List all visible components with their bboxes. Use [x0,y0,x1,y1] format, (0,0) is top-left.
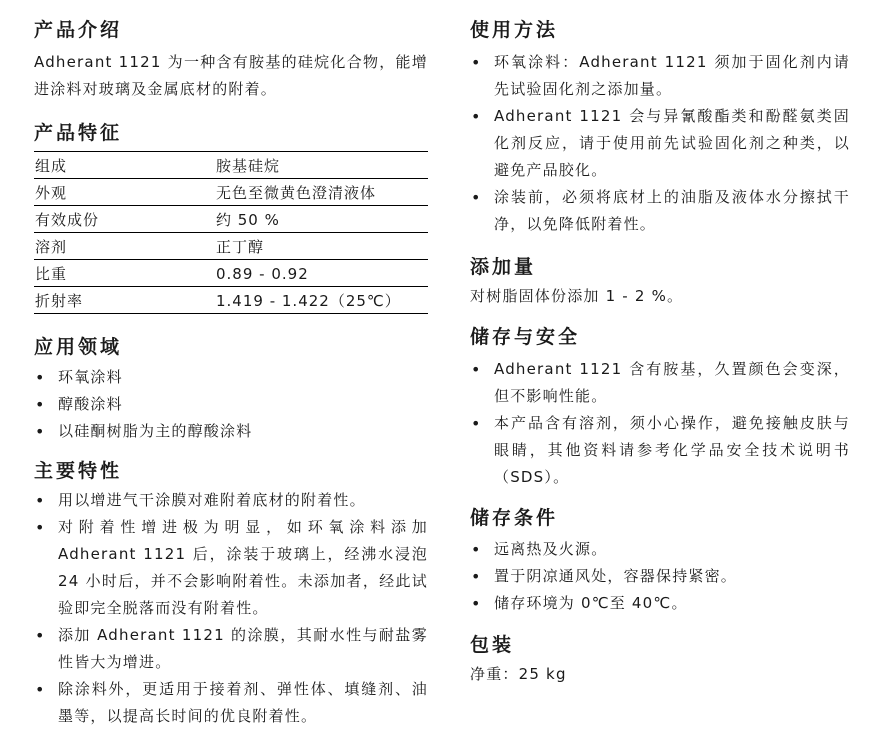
prop-value: 0.89 - 0.92 [215,260,428,287]
prop-key: 组成 [34,152,215,179]
table-row [34,233,428,260]
list-item: • 环氧涂料：Adherant 1121 须加于固化剂内请先试验固化剂之添加量。 [470,49,850,103]
safety-list [470,356,850,491]
prop-value: 正丁醇 [215,233,428,260]
table-row [34,287,428,314]
features-list [34,487,428,730]
table-row [34,152,428,179]
left-column [34,0,428,730]
applications-list [34,364,428,445]
table-row [34,206,428,233]
intro-text: Adherant 1121 为一种含有胺基的硅烷化合物，能增进涂料对玻璃及金属底材的附着。 [34,53,428,98]
usage-heading: 使用方法 [470,19,559,41]
prop-key: 外观 [34,179,215,206]
list-item: • 环氧涂料 [34,364,428,391]
list-item: • Adherant 1121 含有胺基，久置颜色会变深，但不影响性能。 [470,356,850,410]
safety-heading: 储存与安全 [470,326,581,348]
right-column [470,0,850,688]
applications-heading: 应用领域 [34,336,123,358]
usage-list [470,49,850,238]
prop-value: 约 50 % [215,206,428,233]
packaging-text: 净重：25 kg [470,665,567,683]
list-item: • 除涂料外，更适用于接着剂、弹性体、填缝剂、油墨等，以提高长时间的优良附着性。 [34,676,428,730]
table-row [34,260,428,287]
list-item: • 置于阴凉通风处，容器保持紧密。 [470,563,850,590]
properties-table [34,151,428,314]
prop-key: 溶剂 [34,233,215,260]
list-item: • 以硅酮树脂为主的醇酸涂料 [34,418,428,445]
dosage-heading: 添加量 [470,256,537,278]
prop-value: 无色至微黄色澄清液体 [215,179,428,206]
list-item: • Adherant 1121 会与异氰酸酯类和酚醛氨类固化剂反应，请于使用前先试验固化剂之种类，以避免产品胶化。 [470,103,850,184]
prop-key: 有效成份 [34,206,215,233]
list-item: • 涂装前，必须将底材上的油脂及液体水分擦拭干净，以免降低附着性。 [470,184,850,238]
list-item: • 添加 Adherant 1121 的涂膜，其耐水性与耐盐雾性皆大为增进。 [34,622,428,676]
storage-heading: 储存条件 [470,507,559,529]
prop-key: 折射率 [34,287,215,314]
list-item: • 远离热及火源。 [470,536,850,563]
intro-heading: 产品介绍 [34,19,123,41]
prop-value: 1.419 - 1.422（25℃） [215,287,428,314]
props-heading: 产品特征 [34,122,123,144]
dosage-text: 对树脂固体份添加 1 - 2 %。 [470,287,684,305]
list-item: • 用以增进气干涂膜对难附着底材的附着性。 [34,487,428,514]
list-item: • 醇酸涂料 [34,391,428,418]
list-item: • 对附着性增进极为明显，如环氧涂料添加 Adherant 1121 后，涂装于玻璃上，经沸水浸泡 24 小时后，并不会影响附着性。未添加者，经此试验即完全脱落而没有附着性。 [34,514,428,622]
features-heading: 主要特性 [34,460,123,482]
prop-value: 胺基硅烷 [215,152,428,179]
prop-key: 比重 [34,260,215,287]
table-row [34,179,428,206]
list-item: • 储存环境为 0℃至 40℃。 [470,590,850,617]
storage-list [470,536,850,617]
list-item: • 本产品含有溶剂，须小心操作，避免接触皮肤与眼睛，其他资料请参考化学品安全技术说明书（SDS）。 [470,410,850,491]
packaging-heading: 包装 [470,634,515,656]
